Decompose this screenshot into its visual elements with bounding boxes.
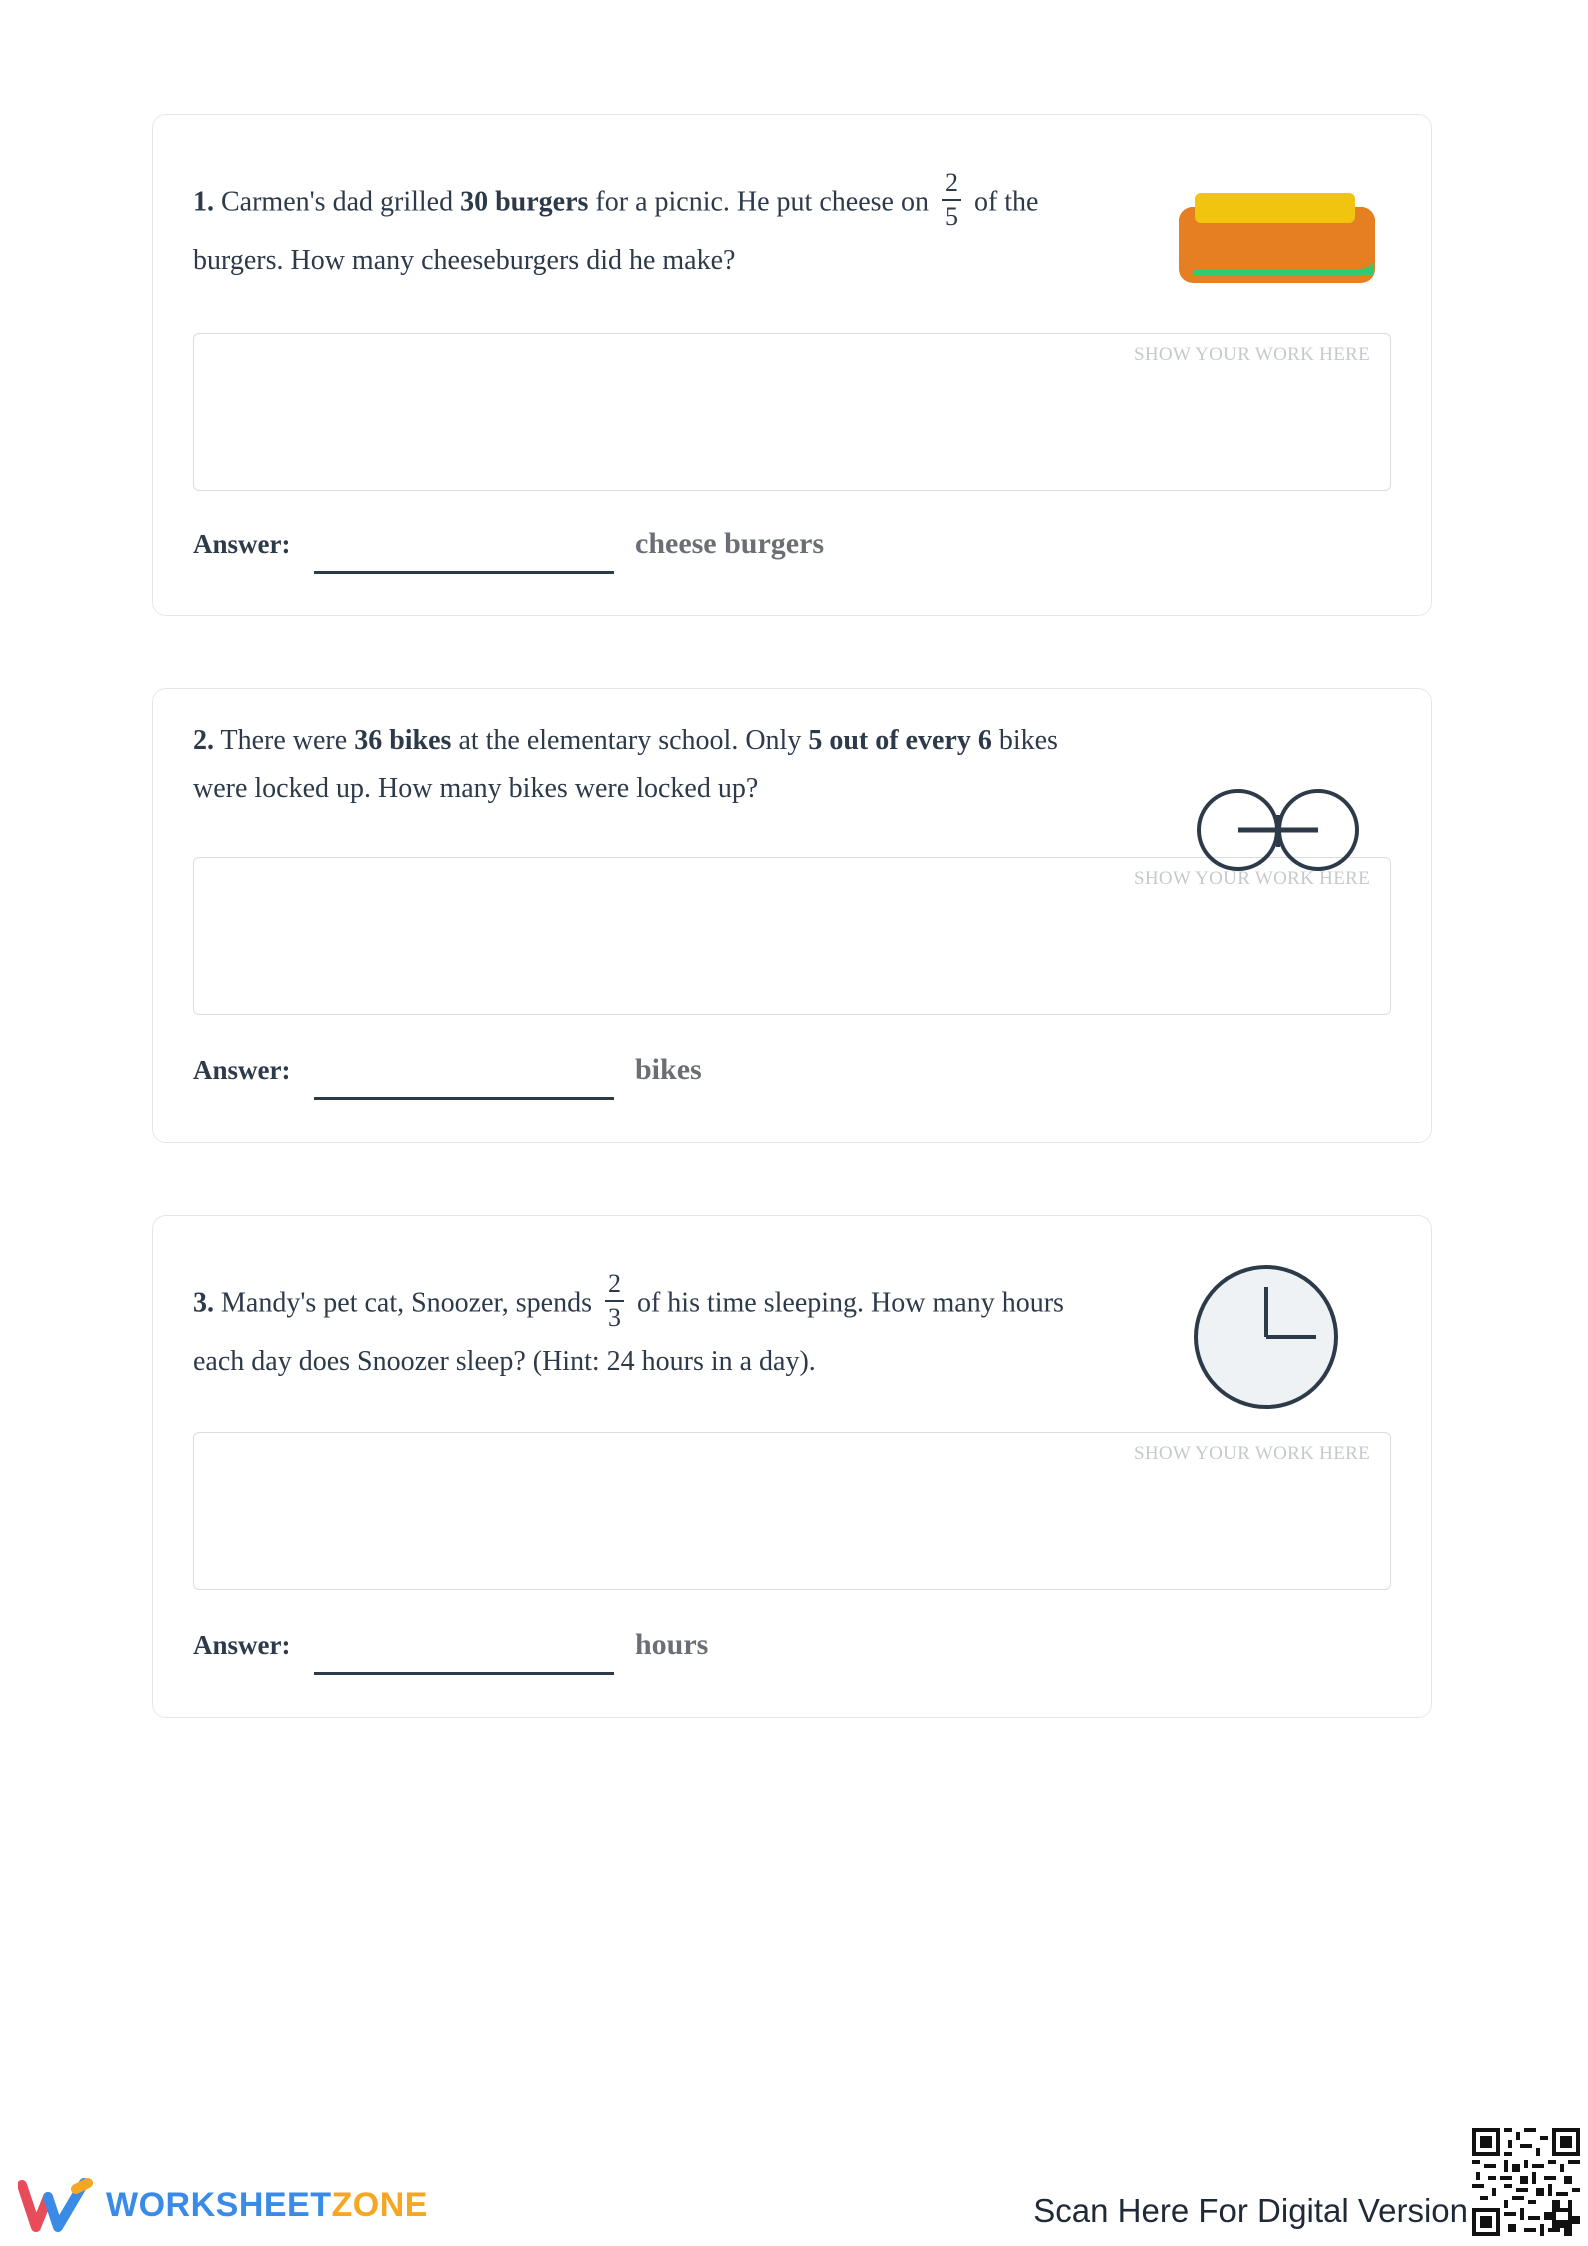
answer-unit: cheese burgers bbox=[635, 527, 825, 560]
bicycle-icon bbox=[1193, 785, 1363, 875]
question-text-3 bbox=[193, 1269, 1073, 1386]
question-text-part: for a picnic. He put cheese on bbox=[588, 186, 936, 218]
fraction bbox=[942, 167, 961, 233]
answer-blank-3[interactable] bbox=[314, 1672, 614, 1675]
answer-label: Answer: bbox=[193, 1055, 291, 1085]
answer-blank-1[interactable] bbox=[314, 571, 614, 574]
question-text-part: at the elementary school. Only bbox=[451, 725, 809, 756]
burger-icon bbox=[1173, 185, 1379, 295]
brand-name-part1: WORKSHEET bbox=[106, 2185, 332, 2224]
question-text-part: Mandy's pet cat, Snoozer, spends bbox=[214, 1287, 599, 1319]
brand-logo bbox=[18, 2175, 428, 2235]
question-text-1 bbox=[193, 168, 1113, 285]
work-area-label: SHOW YOUR WORK HERE bbox=[1134, 344, 1370, 365]
worksheetzone-logo-icon bbox=[18, 2175, 94, 2235]
question-text-part: Carmen's dad grilled bbox=[214, 186, 461, 218]
question-text-part: There were bbox=[214, 725, 355, 756]
question-bold-value: 36 bikes bbox=[354, 725, 452, 756]
fraction-denominator: 5 bbox=[944, 202, 958, 231]
question-bold-value: 5 out of every 6 bbox=[808, 725, 992, 756]
work-area-label: SHOW YOUR WORK HERE bbox=[1134, 1443, 1370, 1464]
question-card-3 bbox=[152, 1215, 1432, 1718]
answer-unit: hours bbox=[635, 1628, 709, 1661]
scan-instruction: Scan Here For Digital Version bbox=[1033, 2192, 1468, 2229]
work-area-3[interactable] bbox=[193, 1432, 1391, 1590]
work-area-1[interactable] bbox=[193, 333, 1391, 491]
question-number: 1. bbox=[193, 186, 214, 218]
brand-name bbox=[106, 2186, 428, 2225]
brand-name-part2: ZONE bbox=[331, 2185, 428, 2224]
answer-label: Answer: bbox=[193, 1630, 291, 1660]
answer-label: Answer: bbox=[193, 529, 291, 559]
fraction bbox=[605, 1268, 624, 1334]
fraction-numerator: 2 bbox=[605, 1268, 624, 1302]
question-number: 3. bbox=[193, 1287, 214, 1319]
fraction-numerator: 2 bbox=[942, 167, 961, 201]
work-area-2[interactable] bbox=[193, 857, 1391, 1015]
question-text-part: bikes were locked up. How many bikes were locked up? bbox=[193, 725, 1058, 804]
question-card-1 bbox=[152, 114, 1432, 616]
question-text-part: of the burgers. How many cheeseburgers did he make? bbox=[193, 186, 1039, 276]
question-card-2 bbox=[152, 688, 1432, 1143]
answer-blank-2[interactable] bbox=[314, 1097, 614, 1100]
clock-icon bbox=[1191, 1262, 1341, 1412]
question-text-2 bbox=[193, 717, 1073, 813]
qr-code-icon[interactable] bbox=[1472, 2128, 1580, 2236]
fraction-denominator: 3 bbox=[607, 1303, 621, 1332]
question-number: 2. bbox=[193, 725, 214, 756]
question-bold-value: 30 burgers bbox=[460, 186, 589, 218]
question-text-part: of his time sleeping. How many hours each day does Snoozer sleep? (Hint: 24 hours in a day). bbox=[193, 1287, 1064, 1377]
answer-unit: bikes bbox=[635, 1053, 702, 1086]
work-area-label: SHOW YOUR WORK HERE bbox=[1134, 868, 1370, 889]
